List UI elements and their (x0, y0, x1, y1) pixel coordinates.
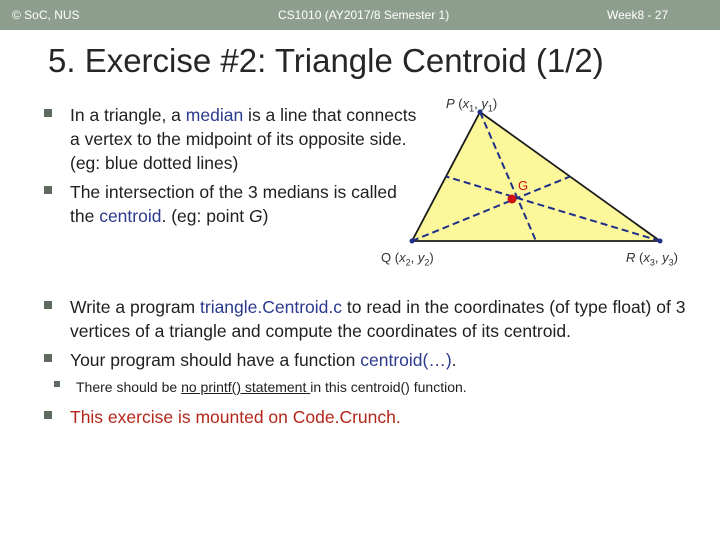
bullet-text: to read in the coordinates (of type float) of 3 vertices of a triangle and compute the coordinates of its centroid. (70, 297, 686, 341)
point-g-ref: G (249, 206, 263, 226)
sub-bullet-text: in this centroid() function. (310, 379, 467, 395)
bullet-text: . (eg: point (161, 206, 250, 226)
bullet-write-program (40, 295, 700, 343)
bullet-text: In a triangle, a (70, 105, 186, 125)
bullet-text: is a line that connects a vertex to the midpoint of its opposite side. (eg: blue dotted lines) (70, 105, 417, 173)
sub-bullet-text: There should be (76, 379, 182, 395)
bullet-marker (44, 411, 52, 419)
vertex-q-label: Q ($x_2$, $y_2$) (381, 250, 434, 268)
slide-title: 5. Exercise #2: Triangle Centroid (1/2) (48, 42, 604, 79)
bullet-text: This exercise is mounted on Code.Crunch. (70, 407, 401, 427)
bullet-text: The intersection of the 3 medians is called the (70, 182, 397, 226)
bullet-text: Write a program (70, 297, 200, 317)
term-centroid: centroid (99, 206, 162, 226)
bullet-text: . (451, 350, 457, 370)
header-page-number: Week8 - 27 (607, 8, 669, 22)
term-median: median (185, 105, 244, 125)
bullet-marker (44, 301, 52, 309)
sub-bullet-no-printf (40, 375, 700, 399)
centroid-point (508, 195, 517, 204)
function-name: centroid(…) (360, 350, 452, 370)
bullet-centroid-function (40, 348, 700, 372)
underlined-text: no printf() statement (181, 379, 311, 395)
filename-text: triangle.Centroid.c (200, 297, 343, 317)
bullet-marker (44, 354, 52, 362)
header-course: CS1010 (AY2017/8 Semester 1) (278, 8, 450, 22)
sub-bullet-marker (54, 381, 60, 387)
bullet-text: ) (262, 206, 269, 226)
vertex-r-label: R ($x_3$, $y_3$) (626, 250, 678, 268)
bottom-bullets (40, 295, 700, 429)
bullet-text: Your program should have a function (70, 350, 361, 370)
bullet-codecrunch (40, 405, 700, 429)
vertex-r-dot (658, 239, 663, 244)
vertex-q-dot (410, 239, 415, 244)
vertex-p-label: P ($x_1$, $y_1$) (446, 96, 498, 114)
header-copyright: © SoC, NUS (12, 8, 80, 22)
centroid-label: G (518, 178, 529, 193)
